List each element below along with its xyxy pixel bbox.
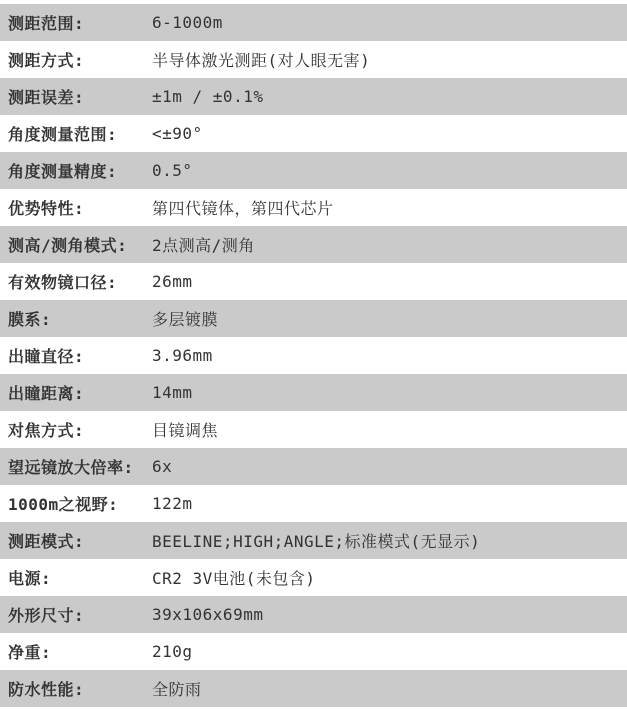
spec-label: 角度测量范围: — [8, 125, 118, 144]
spec-row — [0, 374, 627, 411]
spec-value: 14mm — [152, 383, 193, 402]
spec-value: 6x — [152, 457, 173, 476]
spec-label: 角度测量精度: — [8, 162, 118, 181]
spec-value: <±90° — [152, 124, 203, 143]
spec-row — [0, 78, 627, 115]
spec-label: 膜系: — [8, 310, 52, 329]
spec-row — [0, 337, 627, 374]
spec-label: 出瞳距离: — [8, 384, 85, 403]
spec-value: 全防雨 — [152, 680, 202, 699]
spec-value: 多层镀膜 — [152, 310, 219, 329]
spec-row — [0, 41, 627, 78]
spec-row — [0, 300, 627, 337]
spec-label: 电源: — [8, 569, 52, 588]
spec-value: 目镜调焦 — [152, 421, 219, 440]
spec-label: 1000m之视野: — [8, 495, 119, 514]
spec-value: 2点测高/测角 — [152, 236, 255, 255]
spec-value: ±1m / ±0.1% — [152, 87, 264, 106]
spec-row — [0, 115, 627, 152]
spec-row — [0, 411, 627, 448]
spec-row — [0, 596, 627, 633]
spec-row — [0, 559, 627, 596]
spec-row — [0, 670, 627, 707]
spec-label: 有效物镜口径: — [8, 273, 118, 292]
spec-label: 外形尺寸: — [8, 606, 85, 625]
spec-label: 出瞳直径: — [8, 347, 85, 366]
spec-row — [0, 263, 627, 300]
spec-row — [0, 485, 627, 522]
spec-label: 测高/测角模式: — [8, 236, 128, 255]
spec-row — [0, 226, 627, 263]
spec-label: 优势特性: — [8, 199, 85, 218]
spec-label: 望远镜放大倍率: — [8, 458, 134, 477]
spec-label: 测距范围: — [8, 14, 85, 33]
spec-row — [0, 522, 627, 559]
spec-row — [0, 189, 627, 226]
spec-value: 39x106x69mm — [152, 605, 264, 624]
spec-value: 3.96mm — [152, 346, 213, 365]
spec-label: 测距模式: — [8, 532, 85, 551]
spec-row — [0, 152, 627, 189]
spec-value: BEELINE;HIGH;ANGLE;标准模式(无显示) — [152, 532, 481, 551]
spec-value: 0.5° — [152, 161, 193, 180]
spec-value: 122m — [152, 494, 193, 513]
spec-label: 净重: — [8, 643, 52, 662]
spec-value: CR2 3V电池(未包含) — [152, 569, 316, 588]
spec-value: 6-1000m — [152, 13, 223, 32]
spec-label: 对焦方式: — [8, 421, 85, 440]
spec-value: 210g — [152, 642, 193, 661]
spec-label: 测距误差: — [8, 88, 85, 107]
spec-row — [0, 4, 627, 41]
spec-row — [0, 633, 627, 670]
spec-value: 26mm — [152, 272, 193, 291]
spec-label: 测距方式: — [8, 51, 85, 70]
spec-row — [0, 448, 627, 485]
spec-value: 第四代镜体，第四代芯片 — [152, 199, 334, 218]
spec-value: 半导体激光测距(对人眼无害) — [152, 51, 371, 70]
spec-label: 防水性能: — [8, 680, 85, 699]
